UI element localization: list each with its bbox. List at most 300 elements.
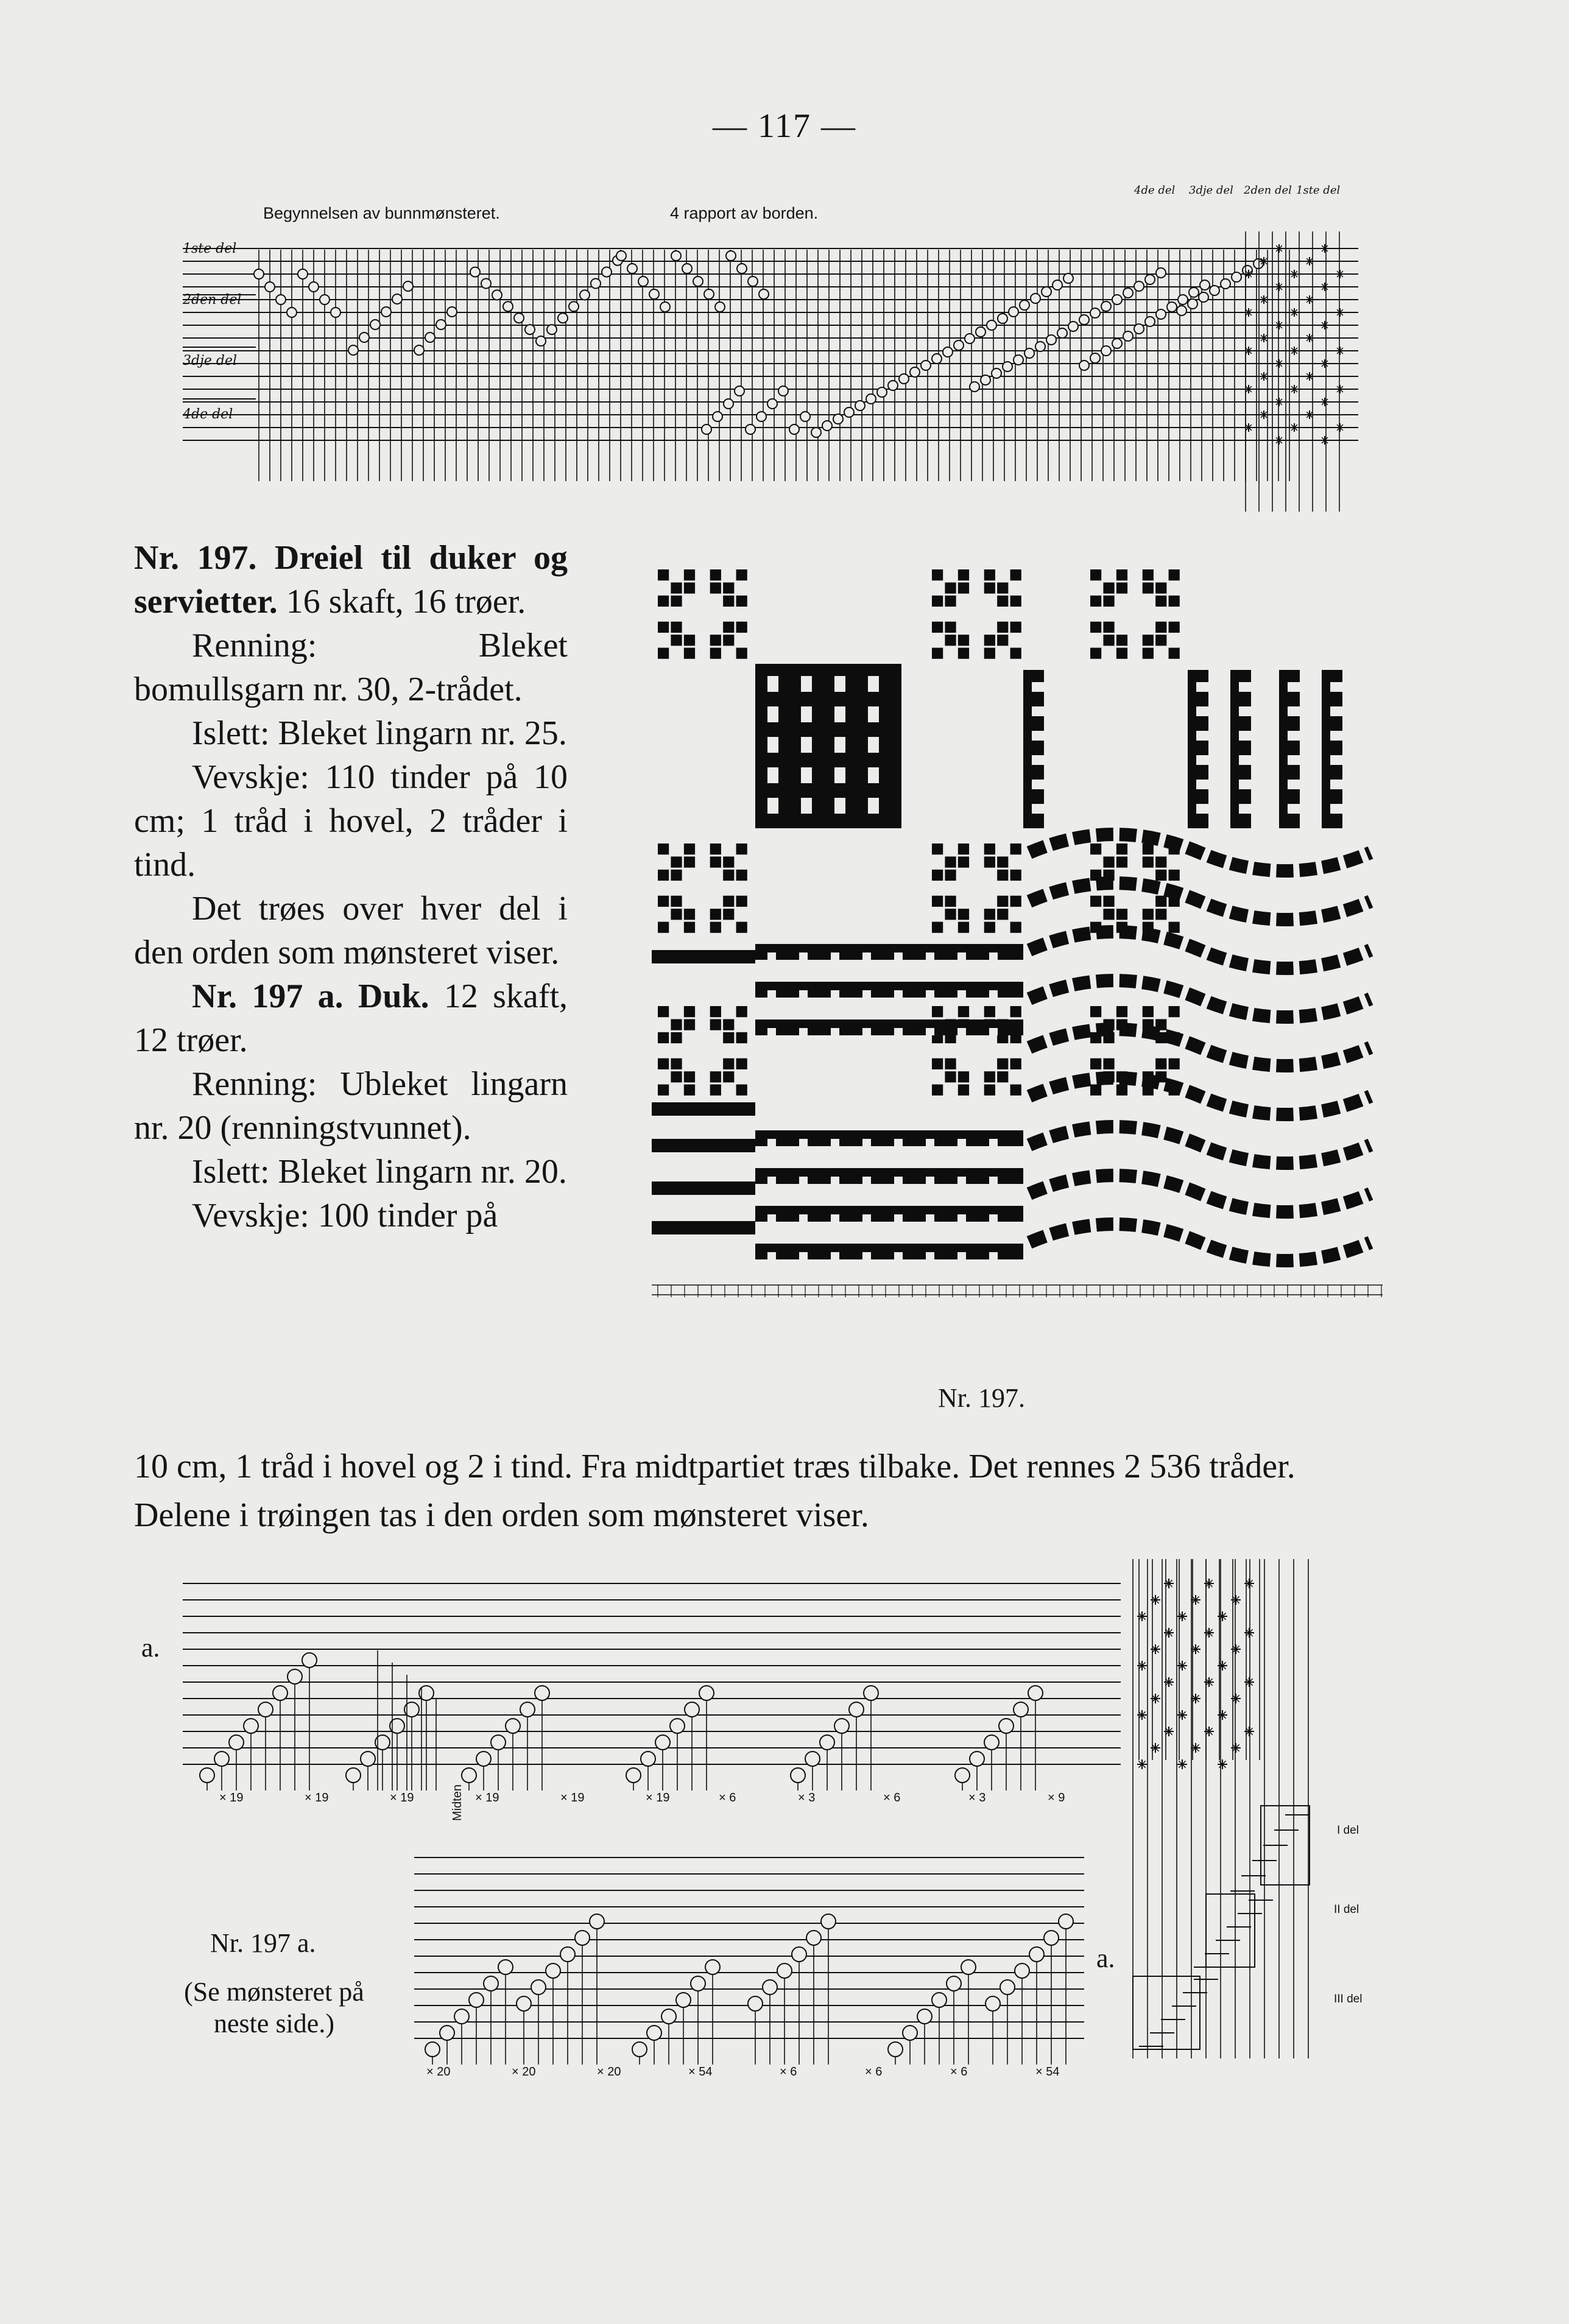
- horizontal-band: [755, 1244, 1023, 1259]
- motif-cell: [684, 1085, 695, 1096]
- motif-cell: [1090, 1058, 1101, 1069]
- left-strip: [652, 1139, 755, 1152]
- motif-cell: [1090, 896, 1101, 907]
- band-gap: [957, 952, 966, 960]
- count-label: × 19: [390, 1791, 414, 1805]
- thread-ring: [520, 1702, 535, 1717]
- thread-ring: [985, 1996, 1000, 2011]
- label-begin-ground: Begynnelsen av bunnmønsteret.: [263, 204, 500, 222]
- thread-ring: [748, 276, 758, 286]
- motif-cell: [984, 582, 995, 593]
- thread-ring: [943, 347, 953, 357]
- thread-ring: [276, 295, 286, 305]
- thread-ring: [820, 1735, 834, 1750]
- motif-cell: [1010, 622, 1021, 633]
- motif-cell: [658, 1058, 669, 1069]
- motif-cell: [671, 622, 682, 633]
- thread-ring: [531, 1980, 546, 1995]
- thread-ring: [1167, 302, 1177, 312]
- bar-gap: [1196, 780, 1208, 789]
- thread-ring: [1145, 317, 1155, 326]
- motif-cell: [945, 896, 956, 907]
- thread-ring: [1232, 272, 1241, 282]
- motif-cell: [736, 922, 747, 933]
- motif-cell: [1143, 635, 1154, 646]
- del-label-2: II del: [1334, 1903, 1359, 1916]
- count-label: × 9: [1048, 1791, 1065, 1805]
- thread-ring: [298, 269, 308, 279]
- motif-cell: [1155, 856, 1166, 867]
- top-part-label-1: 1ste del: [1296, 184, 1341, 197]
- motif-cell: [997, 896, 1008, 907]
- thread-ring: [792, 1947, 806, 1962]
- motif-cell: [684, 1006, 695, 1017]
- motif-cell: [736, 569, 747, 580]
- thread-ring: [726, 251, 736, 261]
- left-strip: [652, 1221, 755, 1234]
- motif-cell: [932, 569, 943, 580]
- wave-band: [1029, 1078, 1370, 1114]
- thread-ring: [200, 1768, 214, 1783]
- motif-cell: [958, 1071, 969, 1082]
- thread-ring: [791, 1768, 805, 1783]
- band-gap: [926, 1139, 934, 1146]
- band-gap: [894, 952, 903, 960]
- square-gap: [834, 767, 845, 783]
- thread-ring: [546, 1963, 560, 1978]
- horizontal-band: [755, 982, 1023, 998]
- thread-ring: [560, 1947, 575, 1962]
- nr197-title: Nr. 197. Dreiel til duker og servietter.: [134, 539, 568, 621]
- thread-ring: [517, 1996, 531, 2011]
- motif-cell: [945, 856, 956, 867]
- wave-band: [1029, 981, 1370, 1017]
- thread-ring: [1044, 1931, 1059, 1945]
- thread-ring: [414, 345, 424, 355]
- top-part-label-4: 4de del: [1134, 184, 1176, 197]
- thread-ring: [1009, 307, 1018, 317]
- thread-ring: [1210, 286, 1219, 295]
- thread-ring: [580, 290, 590, 300]
- motif-cell: [671, 1019, 682, 1030]
- bar-gap: [1196, 804, 1208, 814]
- thread-ring: [1101, 346, 1111, 356]
- band-gap: [957, 1139, 966, 1146]
- thread-ring: [320, 295, 330, 305]
- motif-cell: [958, 635, 969, 646]
- thread-ring: [491, 1735, 506, 1750]
- motif-cell: [945, 870, 956, 881]
- thread-ring: [655, 1735, 670, 1750]
- bar-gap: [1239, 780, 1251, 789]
- motif-cell: [1169, 1058, 1180, 1069]
- thread-ring: [287, 1669, 302, 1684]
- band-gap: [894, 990, 903, 998]
- thread-ring: [970, 382, 979, 392]
- motif-cell: [1103, 622, 1114, 633]
- thread-ring: [767, 399, 777, 409]
- motif-cell: [736, 648, 747, 659]
- motif-cell: [658, 922, 669, 933]
- motif-cell: [932, 622, 943, 633]
- thread-ring: [331, 308, 340, 317]
- thread-ring: [1020, 300, 1029, 310]
- motif-cell: [684, 909, 695, 920]
- thread-ring: [214, 1752, 229, 1766]
- band-gap: [862, 1177, 871, 1184]
- motif-cell: [984, 1085, 995, 1096]
- motif-cell: [1010, 596, 1021, 607]
- thread-ring: [777, 1963, 792, 1978]
- motif-cell: [684, 635, 695, 646]
- thread-ring: [632, 2042, 647, 2057]
- motif-cell: [736, 1032, 747, 1043]
- thread-ring: [947, 1976, 961, 1991]
- motif-cell: [945, 1071, 956, 1082]
- motif-cell: [997, 635, 1008, 646]
- motif-cell: [932, 1085, 943, 1096]
- bar-gap: [1196, 682, 1208, 692]
- motif-cell: [671, 1071, 682, 1082]
- motif-cell: [710, 922, 721, 933]
- count-label: × 54: [688, 2065, 713, 2079]
- motif-cell: [932, 648, 943, 659]
- part-label-4: 4de del: [183, 407, 233, 422]
- thread-ring: [1101, 301, 1111, 311]
- band-gap: [799, 1139, 808, 1146]
- thread-ring: [984, 1735, 999, 1750]
- thread-ring: [877, 387, 887, 397]
- band-gap: [926, 1028, 934, 1035]
- motif-cell: [671, 870, 682, 881]
- bar-gap: [1330, 731, 1342, 741]
- motif-cell: [723, 896, 734, 907]
- thread-ring: [866, 394, 876, 404]
- nr197a-title: Nr. 197 a. Duk.: [192, 977, 429, 1015]
- motif-cell: [723, 622, 734, 633]
- motif-cell: [736, 843, 747, 854]
- motif-cell: [736, 622, 747, 633]
- thread-ring: [1059, 1914, 1073, 1929]
- thread-ring: [1003, 362, 1012, 371]
- thread-ring: [671, 251, 681, 261]
- wave-band: [1029, 834, 1370, 871]
- bar-gap: [1032, 780, 1044, 789]
- thread-ring: [737, 264, 747, 273]
- thread-ring: [1090, 353, 1100, 363]
- band-gap: [894, 1177, 903, 1184]
- thread-ring: [955, 1768, 970, 1783]
- thread-ring: [1188, 299, 1197, 309]
- motif-cell: [997, 622, 1008, 633]
- motif-cell: [945, 909, 956, 920]
- thread-ring: [1199, 292, 1208, 302]
- motif-cell: [684, 843, 695, 854]
- motif-cell: [984, 909, 995, 920]
- motif-cell: [1116, 648, 1127, 659]
- motif-cell: [723, 1071, 734, 1082]
- thread-ring: [855, 401, 865, 410]
- motif-cell: [958, 909, 969, 920]
- motif-cell: [1143, 856, 1154, 867]
- square-gap: [834, 737, 845, 753]
- thread-ring: [1134, 324, 1144, 334]
- part-label-2: 2den del: [183, 292, 242, 308]
- thread-ring: [1068, 322, 1078, 331]
- motif-cell: [1143, 909, 1154, 920]
- thread-ring: [965, 334, 975, 343]
- wave-band: [1029, 1224, 1370, 1261]
- thread-ring: [1178, 295, 1188, 305]
- motif-cell: [710, 1006, 721, 1017]
- thread-ring: [536, 336, 546, 346]
- thread-ring: [447, 307, 457, 317]
- motif-cell: [1103, 856, 1114, 867]
- thread-ring: [514, 313, 524, 323]
- thread-ring: [676, 1993, 691, 2007]
- thread-ring: [602, 267, 612, 277]
- thread-ring: [470, 267, 480, 277]
- thread-ring: [961, 1960, 976, 1974]
- band-gap: [831, 952, 839, 960]
- band-gap: [767, 1028, 776, 1035]
- motif-cell: [932, 896, 943, 907]
- motif-cell: [710, 635, 721, 646]
- square-gap: [834, 706, 845, 722]
- motif-cell: [723, 596, 734, 607]
- nr197a-weft: Islett: Bleket lingarn nr. 20.: [192, 1153, 567, 1191]
- motif-cell: [1169, 569, 1180, 580]
- square-gap: [801, 676, 812, 692]
- nr197-weft: Islett: Bleket lingarn nr. 25.: [192, 714, 567, 752]
- motif-cell: [684, 582, 695, 593]
- bar-gap: [1032, 804, 1044, 814]
- bar-gap: [1032, 731, 1044, 741]
- motif-cell: [945, 1058, 956, 1069]
- tie-up-treadling-197a: [1127, 1559, 1334, 2077]
- motif-cell: [958, 843, 969, 854]
- del-box-3: [1133, 1976, 1200, 2049]
- bar-gap: [1330, 706, 1342, 716]
- motif-cell: [997, 1071, 1008, 1082]
- band-gap: [894, 1214, 903, 1222]
- thread-ring: [932, 354, 942, 364]
- thread-ring: [705, 1960, 720, 1974]
- bar-gap: [1196, 755, 1208, 765]
- thread-ring: [834, 1719, 849, 1733]
- label-a-top: a.: [141, 1633, 160, 1663]
- nr197-title-para: [134, 536, 568, 624]
- del-label-1: I del: [1337, 1824, 1359, 1837]
- thread-ring: [1221, 279, 1230, 289]
- motif-cell: [1116, 843, 1127, 854]
- band-gap: [894, 1139, 903, 1146]
- motif-cell: [958, 856, 969, 867]
- thread-ring: [981, 375, 990, 385]
- thread-ring: [888, 381, 898, 390]
- label-border-repeat: 4 rapport av borden.: [670, 204, 819, 222]
- thread-ring: [462, 1768, 476, 1783]
- label-a-bottom: a.: [1096, 1943, 1115, 1973]
- horizontal-band: [755, 1168, 1023, 1184]
- band-gap: [862, 1028, 871, 1035]
- motif-cell: [945, 582, 956, 593]
- thread-ring: [649, 289, 659, 299]
- count-label: × 19: [219, 1791, 244, 1805]
- motif-cell: [997, 909, 1008, 920]
- motif-cell: [710, 856, 721, 867]
- thread-ring: [525, 325, 535, 334]
- motif-cell: [736, 870, 747, 881]
- part-label-1: 1ste del: [183, 241, 237, 256]
- figure-caption-197: Nr. 197.: [938, 1383, 1025, 1413]
- thread-ring: [849, 1702, 864, 1717]
- thread-ring: [998, 314, 1007, 323]
- bar-gap: [1239, 731, 1251, 741]
- motif-cell: [932, 1006, 943, 1017]
- thread-ring: [932, 1993, 947, 2007]
- thread-ring: [484, 1976, 498, 1991]
- band-gap: [957, 990, 966, 998]
- count-label: × 19: [475, 1791, 499, 1805]
- thread-ring: [1177, 306, 1186, 315]
- motif-cell: [658, 1085, 669, 1096]
- part-label-3: 3dje del: [183, 353, 238, 368]
- band-gap: [989, 1028, 998, 1035]
- thread-ring: [273, 1686, 287, 1700]
- band-gap: [799, 1177, 808, 1184]
- thread-ring: [661, 2009, 676, 2024]
- motif-cell: [671, 896, 682, 907]
- band-gap: [767, 1214, 776, 1222]
- motif-cell: [684, 1019, 695, 1030]
- nr197a-reed: Vevskje: 100 tinder på: [192, 1197, 498, 1234]
- motif-cell: [1155, 870, 1166, 881]
- motif-cell: [1010, 648, 1021, 659]
- thread-ring: [1079, 361, 1089, 370]
- top-part-label-2: 2den del: [1244, 184, 1292, 197]
- motif-cell: [1010, 896, 1021, 907]
- band-gap: [862, 990, 871, 998]
- square-gap: [868, 676, 879, 692]
- figure-caption-197a: Nr. 197 a.: [210, 1928, 316, 1958]
- square-gap: [767, 706, 778, 722]
- band-gap: [989, 1177, 998, 1184]
- motif-cell: [723, 1058, 734, 1069]
- band-gap: [862, 952, 871, 960]
- band-gap: [926, 952, 934, 960]
- thread-ring: [805, 1752, 820, 1766]
- thread-ring: [910, 367, 920, 377]
- bar-gap: [1288, 682, 1300, 692]
- thread-ring: [1015, 1963, 1029, 1978]
- thread-ring: [789, 424, 799, 434]
- thread-ring: [691, 1976, 705, 1991]
- motif-cell: [736, 1058, 747, 1069]
- thread-ring: [258, 1702, 273, 1717]
- band-gap: [799, 990, 808, 998]
- motif-cell: [1143, 648, 1154, 659]
- band-gap: [799, 1252, 808, 1259]
- bar-gap: [1330, 804, 1342, 814]
- motif-cell: [1143, 1006, 1154, 1017]
- motif-cell: [710, 909, 721, 920]
- motif-cell: [997, 1058, 1008, 1069]
- left-strip: [652, 1181, 755, 1195]
- band-gap: [926, 1214, 934, 1222]
- motif-cell: [723, 635, 734, 646]
- band-gap: [989, 1214, 998, 1222]
- thread-ring: [1042, 287, 1051, 297]
- band-gap: [831, 990, 839, 998]
- thread-ring: [833, 414, 843, 424]
- motif-cell: [671, 582, 682, 593]
- motif-cell: [1155, 582, 1166, 593]
- band-gap: [767, 990, 776, 998]
- bar-gap: [1330, 755, 1342, 765]
- motif-cell: [1010, 922, 1021, 933]
- thread-ring: [1014, 355, 1023, 365]
- motif-cell: [684, 648, 695, 659]
- motif-cell: [1090, 843, 1101, 854]
- top-part-label-3: 3dje del: [1189, 184, 1233, 197]
- motif-cell: [1116, 909, 1127, 920]
- motif-cell: [932, 1058, 943, 1069]
- thread-ring: [381, 307, 391, 317]
- thread-ring: [888, 2042, 903, 2057]
- motif-cell: [1090, 1006, 1101, 1017]
- band-gap: [831, 1252, 839, 1259]
- thread-ring: [899, 374, 909, 384]
- motif-cell: [723, 856, 734, 867]
- motif-cell: [1143, 843, 1154, 854]
- thread-ring: [558, 313, 568, 323]
- thread-ring: [746, 424, 755, 434]
- motif-cell: [1169, 870, 1180, 881]
- motif-cell: [1090, 622, 1101, 633]
- thread-ring: [778, 386, 788, 396]
- band-gap: [862, 1139, 871, 1146]
- thread-ring: [702, 424, 711, 434]
- page-number: — 117 —: [713, 107, 856, 145]
- motif-cell: [1169, 596, 1180, 607]
- count-label: × 6: [719, 1791, 736, 1805]
- thread-ring: [864, 1686, 878, 1700]
- motif-cell: [658, 1032, 669, 1043]
- thread-ring: [626, 1768, 641, 1783]
- band-gap: [894, 1028, 903, 1035]
- thread-ring: [811, 428, 821, 437]
- motif-cell: [1010, 569, 1021, 580]
- motif-cell: [984, 1071, 995, 1082]
- thread-ring: [903, 2026, 917, 2040]
- thread-ring: [1112, 295, 1122, 305]
- motif-cell: [658, 843, 669, 854]
- count-label: × 20: [426, 2065, 451, 2079]
- motif-cell: [658, 870, 669, 881]
- motif-cell: [1090, 648, 1101, 659]
- thread-ring: [590, 1914, 604, 1929]
- thread-ring: [1035, 342, 1045, 351]
- thread-ring: [844, 407, 854, 417]
- square-gap: [868, 706, 879, 722]
- thread-ring: [1000, 1980, 1015, 1995]
- count-label: × 19: [560, 1791, 585, 1805]
- count-label: × 3: [798, 1791, 816, 1805]
- motif-cell: [1103, 896, 1114, 907]
- motif-cell: [723, 582, 734, 593]
- motif-cell: [1155, 909, 1166, 920]
